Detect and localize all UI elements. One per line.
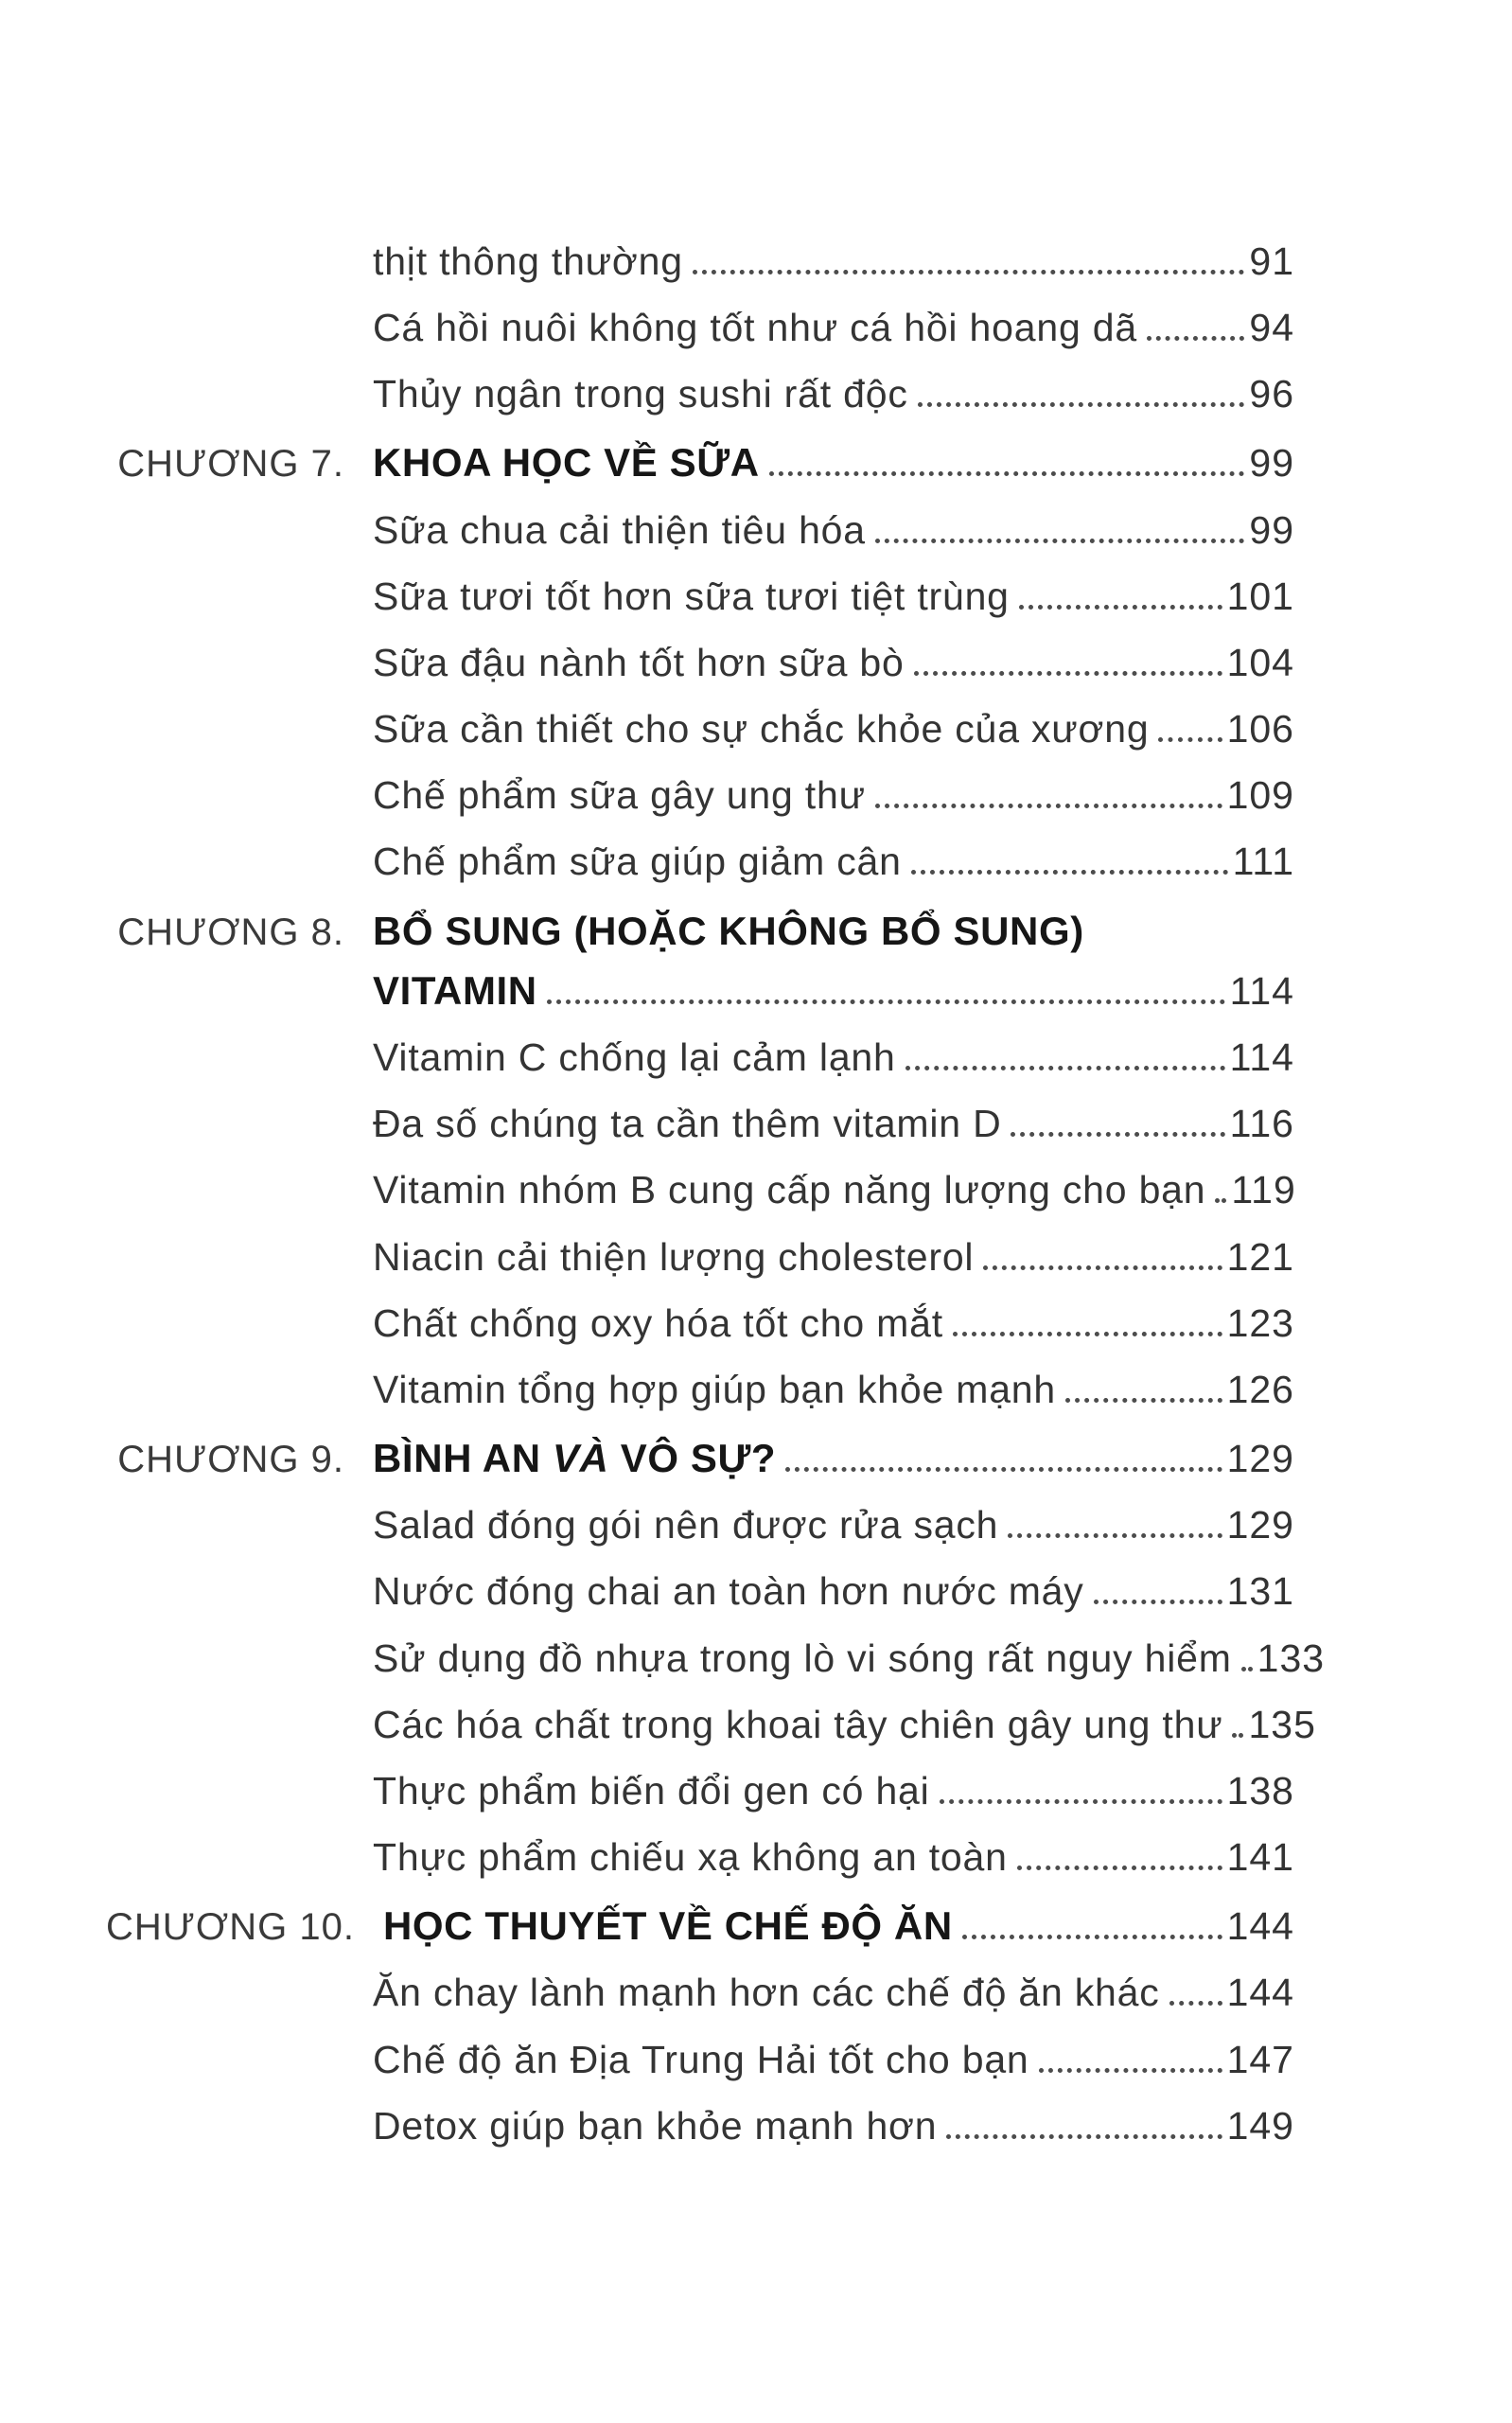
page-number: 99 xyxy=(1249,507,1294,552)
page-number: 104 xyxy=(1226,641,1294,684)
entry-title xyxy=(373,1436,776,1481)
dotted-leader xyxy=(962,1935,1222,1939)
dotted-leader xyxy=(693,270,1245,274)
page-number: 111 xyxy=(1232,840,1294,884)
dotted-leader xyxy=(875,539,1245,543)
entry-title-segment: BÌNH AN xyxy=(373,1436,553,1480)
entry-title: Chất chống oxy hóa tốt cho mắt xyxy=(373,1300,943,1345)
page-number: 129 xyxy=(1226,1437,1294,1480)
entry-title: Cá hồi nuôi không tốt như cá hồi hoang dã xyxy=(373,306,1137,350)
dotted-leader xyxy=(1215,1198,1226,1203)
dotted-leader xyxy=(1147,336,1244,341)
entry-title: Chế phẩm sữa giúp giảm cân xyxy=(373,840,902,884)
toc-entry xyxy=(106,707,1294,752)
entry-title: Các hóa chất trong khoai tây chiên gây ung thư xyxy=(373,1702,1223,1746)
page-number: 109 xyxy=(1226,773,1294,818)
toc-entry xyxy=(106,372,1294,416)
toc-entry xyxy=(106,1636,1326,1681)
toc-entry xyxy=(106,2104,1294,2149)
dotted-leader xyxy=(914,671,1222,676)
dotted-leader xyxy=(1011,1132,1224,1137)
page-number: 91 xyxy=(1249,239,1294,283)
page-number: 131 xyxy=(1226,1569,1294,1614)
toc-entry xyxy=(106,1835,1294,1880)
toc-entry xyxy=(106,840,1294,884)
toc-entry xyxy=(106,1436,1294,1481)
page-number: 149 xyxy=(1226,2103,1294,2148)
toc-entry xyxy=(106,1301,1294,1346)
entry-title: KHOA HỌC VỀ SỮA xyxy=(373,440,760,486)
entry-title: Niacin cải thiện lượng cholesterol xyxy=(373,1234,975,1279)
dotted-leader xyxy=(1039,2068,1222,2073)
dotted-leader xyxy=(983,1265,1222,1270)
chapter-label: CHƯƠNG 9. xyxy=(117,1439,344,1480)
entry-title: HỌC THUYẾT VỀ CHẾ ĐỘ ĂN xyxy=(382,1903,953,1949)
toc-entry xyxy=(106,239,1294,284)
toc-entry xyxy=(106,1569,1294,1614)
toc-entry xyxy=(106,1903,1294,1949)
entry-title: Salad đóng gói nên được rửa sạch xyxy=(373,1503,999,1548)
dotted-leader xyxy=(769,471,1245,476)
dotted-leader xyxy=(940,1799,1222,1804)
toc-entry xyxy=(106,1368,1294,1412)
page-number: 126 xyxy=(1226,1367,1294,1411)
entry-title: Sữa chua cải thiện tiêu hóa xyxy=(373,507,866,552)
page-number: 101 xyxy=(1226,574,1294,618)
dotted-leader xyxy=(1094,1600,1222,1604)
page-number: 123 xyxy=(1226,1300,1294,1345)
toc-entry xyxy=(106,641,1294,685)
dotted-leader xyxy=(1169,2001,1222,2006)
page-number: 129 xyxy=(1226,1503,1294,1548)
dotted-leader xyxy=(1019,605,1222,610)
page-number: 138 xyxy=(1226,1768,1294,1813)
page-number: 106 xyxy=(1226,707,1294,752)
toc-entry xyxy=(106,968,1294,1014)
toc-entry xyxy=(106,440,1294,486)
entry-title: Ăn chay lành mạnh hơn các chế độ ăn khác xyxy=(373,1971,1160,2015)
entry-title: VITAMIN xyxy=(373,967,537,1013)
entry-title: BỔ SUNG (HOẶC KHÔNG BỔ SUNG) xyxy=(373,908,1084,953)
entry-title: Vitamin nhóm B cung cấp năng lượng cho bạn xyxy=(373,1168,1206,1212)
toc-entry xyxy=(106,508,1294,553)
entry-title: Sử dụng đồ nhựa trong lò vi sóng rất nguy hiểm xyxy=(373,1636,1232,1680)
chapter-label: CHƯƠNG 8. xyxy=(117,911,344,953)
toc-entry xyxy=(106,1702,1316,1747)
entry-title: Vitamin C chống lại cảm lạnh xyxy=(373,1035,896,1080)
page-number: 99 xyxy=(1249,441,1294,486)
page-number: 114 xyxy=(1229,1035,1294,1080)
page-number: 144 xyxy=(1226,1904,1294,1949)
toc-entry xyxy=(106,1503,1294,1548)
entry-title: thịt thông thường xyxy=(373,239,683,283)
dotted-leader xyxy=(953,1332,1222,1336)
dotted-leader xyxy=(905,1066,1225,1070)
entry-title-italic-segment: VÀ xyxy=(552,1436,609,1480)
dotted-leader xyxy=(918,402,1245,407)
toc-entry xyxy=(106,1235,1294,1280)
toc-entry xyxy=(106,306,1294,350)
entry-title: Sữa đậu nành tốt hơn sữa bò xyxy=(373,641,905,684)
entry-title: Detox giúp bạn khỏe mạnh hơn xyxy=(373,2103,938,2148)
toc-entry xyxy=(106,575,1294,619)
toc-entry xyxy=(106,1769,1294,1813)
page-number: 121 xyxy=(1226,1234,1294,1279)
dotted-leader xyxy=(946,2134,1222,2139)
entry-title: Vitamin tổng hợp giúp bạn khỏe mạnh xyxy=(373,1367,1056,1411)
page-number: 119 xyxy=(1231,1168,1296,1212)
page-number: 135 xyxy=(1248,1702,1316,1746)
dotted-leader xyxy=(875,804,1222,808)
dotted-leader xyxy=(1232,1733,1243,1738)
entry-title-segment: VÔ SỰ? xyxy=(608,1436,777,1480)
dotted-leader xyxy=(1065,1398,1222,1403)
dotted-leader xyxy=(547,999,1225,1004)
toc-entry xyxy=(106,2038,1294,2082)
page-number: 94 xyxy=(1249,306,1294,350)
entry-title: Chế phẩm sữa gây ung thư xyxy=(373,773,866,818)
dotted-leader xyxy=(1008,1533,1222,1538)
page-number: 133 xyxy=(1257,1636,1326,1680)
page-number: 147 xyxy=(1226,2037,1294,2081)
dotted-leader xyxy=(1158,737,1222,742)
page-number: 141 xyxy=(1226,1835,1294,1879)
entry-title: Sữa tươi tốt hơn sữa tươi tiệt trùng xyxy=(373,574,1010,618)
toc-entry xyxy=(106,773,1294,818)
dotted-leader xyxy=(911,870,1228,875)
dotted-leader xyxy=(1241,1667,1253,1671)
entry-title: Sữa cần thiết cho sự chắc khỏe của xương xyxy=(373,707,1150,752)
toc-entry xyxy=(106,909,1294,954)
entry-title: Chế độ ăn Địa Trung Hải tốt cho bạn xyxy=(373,2037,1029,2081)
chapter-label: CHƯƠNG 10. xyxy=(106,1906,355,1949)
toc-entry xyxy=(106,1102,1294,1146)
toc-entry xyxy=(106,1035,1294,1080)
entry-title: Thực phẩm biến đổi gen có hại xyxy=(373,1768,930,1813)
chapter-label: CHƯƠNG 7. xyxy=(117,443,344,486)
dotted-leader xyxy=(785,1467,1222,1472)
page-number: 144 xyxy=(1226,1971,1294,2015)
page-number: 96 xyxy=(1249,372,1294,416)
entry-title: Thủy ngân trong sushi rất độc xyxy=(373,372,908,416)
page-number: 114 xyxy=(1229,968,1294,1013)
entry-title: Nước đóng chai an toàn hơn nước máy xyxy=(373,1569,1084,1614)
toc-entry xyxy=(106,1971,1294,2015)
toc-entry xyxy=(106,1168,1294,1212)
dotted-leader xyxy=(1017,1866,1222,1870)
entry-title: Thực phẩm chiếu xạ không an toàn xyxy=(373,1835,1008,1879)
page-number: 116 xyxy=(1229,1102,1294,1146)
entry-title: Đa số chúng ta cần thêm vitamin D xyxy=(373,1102,1002,1146)
toc-list xyxy=(106,239,1326,2170)
